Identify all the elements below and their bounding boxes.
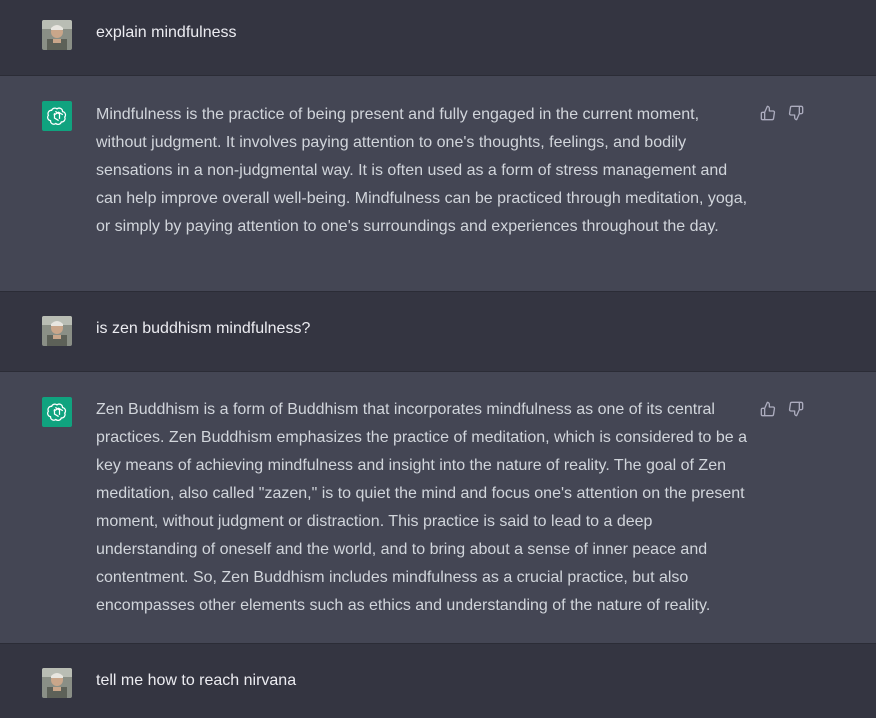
user-avatar	[42, 668, 72, 698]
message-text: explain mindfulness	[96, 24, 237, 41]
feedback-actions	[760, 401, 804, 417]
assistant-message	[0, 372, 876, 644]
message-text: Zen Buddhism is a form of Buddhism that incorporates mindfulness as one of its central practices. Zen Buddhism emphasizes the practice of meditation, which is considered to be a key means of achieving mindfulness and insight into the nature of reality. The goal of Zen meditation, also called "zazen," is to quiet the mind and focus one's attention on the present moment, without judgment or distraction. This practice is said to lead to a deep understanding of oneself and the world, and to bring about a sense of inner peace and contentment. So, Zen Buddhism includes mindfulness as a crucial practice, but also encompasses other elements such as ethics and understanding of the nature of reality.	[96, 401, 747, 614]
openai-logo-icon	[42, 101, 72, 131]
thumbs-down-icon[interactable]	[788, 105, 804, 121]
openai-logo-icon	[42, 397, 72, 427]
assistant-message	[0, 76, 876, 292]
user-message	[0, 292, 876, 372]
user-message	[0, 644, 876, 718]
thumbs-up-icon[interactable]	[760, 105, 776, 121]
feedback-actions	[760, 105, 804, 121]
message-text: Mindfulness is the practice of being present and fully engaged in the current moment, without judgment. It involves paying attention to one's thoughts, feelings, and bodily sensations in a non-judgmental way. It is often used as a form of stress management and can help improve overall well-being. Mindfulness can be practiced through meditation, yoga, or simply by paying attention to one's surroundings and experiences throughout the day.	[96, 106, 748, 235]
thumbs-up-icon[interactable]	[760, 401, 776, 417]
user-avatar	[42, 20, 72, 50]
thumbs-down-icon[interactable]	[788, 401, 804, 417]
message-text: is zen buddhism mindfulness?	[96, 320, 311, 337]
message-text: tell me how to reach nirvana	[96, 672, 297, 689]
user-avatar	[42, 316, 72, 346]
user-message	[0, 0, 876, 76]
